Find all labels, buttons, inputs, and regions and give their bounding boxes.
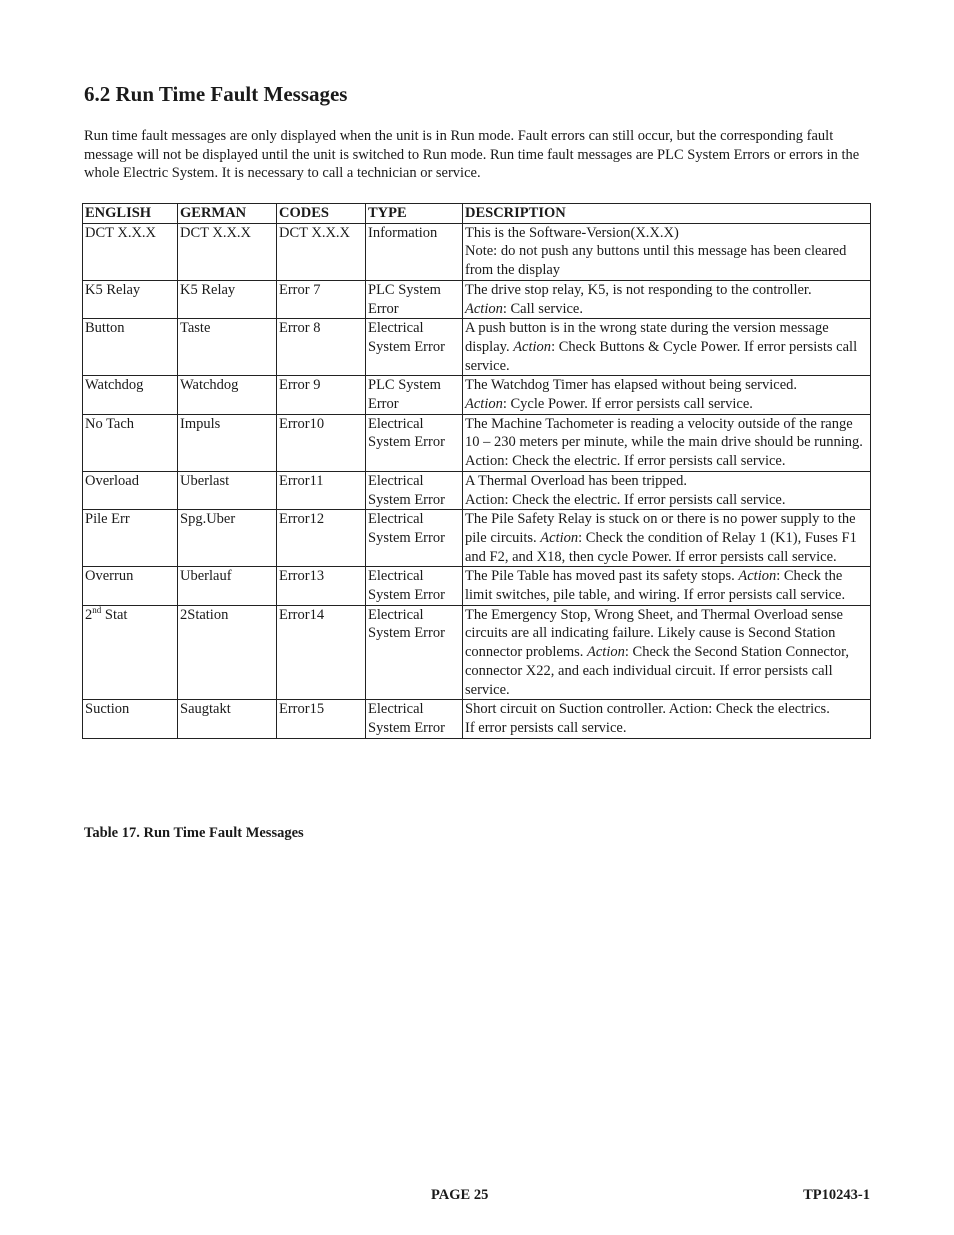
action-text: : Check the Second Station Connector, connector X22, and each individual circuit. If error persists call service.	[465, 644, 850, 698]
action-label: Action	[465, 300, 503, 317]
cell-german: Uberlauf	[178, 567, 277, 605]
cell-type: Electrical System Error	[366, 471, 463, 509]
cell-german: Impuls	[178, 414, 277, 471]
table-row	[83, 376, 871, 414]
cell-german: 2Station	[178, 605, 277, 700]
cell-type: PLC System Error	[366, 376, 463, 414]
english-rest: Stat	[101, 606, 128, 623]
cell-german: Spg.Uber	[178, 510, 277, 567]
description-action: Action: Check the electric. If error persists call service.	[465, 491, 786, 508]
table-row	[83, 700, 871, 738]
description-text: The Pile Table has moved past its safety stops.	[465, 568, 739, 585]
cell-description	[463, 280, 871, 318]
cell-german: Saugtakt	[178, 700, 277, 738]
table-caption: Table 17. Run Time Fault Messages	[84, 825, 304, 841]
description-line: This is the Software-Version(X.X.X)	[465, 224, 679, 241]
header-description: DESCRIPTION	[463, 204, 871, 224]
cell-english: Pile Err	[83, 510, 178, 567]
cell-english: Watchdog	[83, 376, 178, 414]
cell-code: Error 8	[277, 319, 366, 376]
cell-code: DCT X.X.X	[277, 223, 366, 280]
table-row	[83, 510, 871, 567]
cell-code: Error10	[277, 414, 366, 471]
cell-type: Electrical System Error	[366, 605, 463, 700]
table-row	[83, 414, 871, 471]
table-row	[83, 319, 871, 376]
action-text: : Call service.	[502, 300, 583, 317]
cell-code: Error 9	[277, 376, 366, 414]
cell-type: Information	[366, 223, 463, 280]
table-row	[83, 223, 871, 280]
description-text: The Pile Safety Relay is stuck on or there is no power supply to the pile circuits.	[465, 511, 856, 546]
intro-paragraph: Run time fault messages are only displayed when the unit is in Run mode. Fault errors can still occur, but the corresponding fault message will not be displayed until the unit is switched to Run mode. Run time fault messages are PLC System Errors or errors in the whole Electric System. It is necessary to call a technician or service.	[84, 128, 860, 181]
action-text: : Check the condition of Relay 1 (K1), Fuses F1 and F2, and X18, then cycle Power. If error persists call service.	[465, 529, 857, 565]
cell-code: Error 7	[277, 280, 366, 318]
description-text: The Watchdog Timer has elapsed without being serviced.	[465, 377, 797, 394]
fault-messages-table	[82, 203, 871, 739]
action-label: Action	[513, 338, 552, 355]
description-action: If error persists call service.	[465, 719, 627, 736]
page-number: PAGE 25	[431, 1187, 489, 1203]
cell-type: Electrical System Error	[366, 567, 463, 605]
action-label: Action	[465, 396, 503, 413]
cell-description	[463, 471, 871, 509]
cell-type: Electrical System Error	[366, 510, 463, 567]
table-row	[83, 280, 871, 318]
english-ordinal-suffix: nd	[92, 604, 102, 615]
cell-english: Overload	[83, 471, 178, 509]
cell-german: Uberlast	[178, 471, 277, 509]
cell-english: DCT X.X.X	[83, 223, 178, 280]
cell-description: The Machine Tachometer is reading a velocity outside of the range 10 – 230 meters per minute, while the main drive should be running. Action: Check the electric. If error persists call service.	[463, 414, 871, 471]
cell-code: Error13	[277, 567, 366, 605]
cell-code: Error14	[277, 605, 366, 700]
header-codes: CODES	[277, 204, 366, 224]
cell-type: Electrical System Error	[366, 414, 463, 471]
cell-description	[463, 376, 871, 414]
action-text: : Cycle Power. If error persists call service.	[502, 396, 753, 413]
cell-german: K5 Relay	[178, 280, 277, 318]
english-number: 2	[85, 606, 93, 623]
section-heading: 6.2 Run Time Fault Messages	[84, 82, 348, 106]
table-row	[83, 567, 871, 605]
header-german: GERMAN	[178, 204, 277, 224]
cell-english: Button	[83, 319, 178, 376]
action-text: : Check Buttons & Cycle Power. If error persists call service.	[465, 338, 858, 374]
action-label: Action	[738, 568, 777, 585]
action-text: : Check the limit switches, pile table, and wiring. If error persists call service.	[465, 568, 846, 604]
description-note: Note: do not push any buttons until this message has been cleared from the display	[465, 243, 847, 279]
cell-english: No Tach	[83, 414, 178, 471]
cell-description	[463, 700, 871, 738]
description-line: Short circuit on Suction controller. Action: Check the electrics.	[465, 701, 830, 718]
cell-description	[463, 319, 871, 376]
cell-type: PLC System Error	[366, 280, 463, 318]
description-text: The Emergency Stop, Wrong Sheet, and Thermal Overload sense circuits are all indicating failure. Likely cause is Second Station connector problems.	[465, 606, 843, 661]
description-text: A push button is in the wrong state during the version message display.	[465, 320, 829, 355]
cell-type: Electrical System Error	[366, 319, 463, 376]
table-row	[83, 471, 871, 509]
header-english: ENGLISH	[83, 204, 178, 224]
cell-description	[463, 567, 871, 605]
document-id: TP10243-1	[803, 1187, 870, 1203]
cell-english: Overrun	[83, 567, 178, 605]
cell-german: Watchdog	[178, 376, 277, 414]
cell-description	[463, 510, 871, 567]
action-label: Action	[587, 644, 625, 661]
cell-description	[463, 605, 871, 700]
cell-english: K5 Relay	[83, 280, 178, 318]
action-label: Action	[540, 529, 579, 546]
description-line: A Thermal Overload has been tripped.	[465, 472, 687, 489]
cell-code: Error11	[277, 471, 366, 509]
table-header-row	[83, 204, 871, 224]
cell-code: Error15	[277, 700, 366, 738]
cell-description	[463, 223, 871, 280]
table-row	[83, 605, 871, 700]
cell-german: Taste	[178, 319, 277, 376]
cell-code: Error12	[277, 510, 366, 567]
header-type: TYPE	[366, 204, 463, 224]
description-text: The drive stop relay, K5, is not responding to the controller.	[465, 281, 812, 298]
cell-english	[83, 605, 178, 700]
cell-english: Suction	[83, 700, 178, 738]
cell-german: DCT X.X.X	[178, 223, 277, 280]
cell-type: Electrical System Error	[366, 700, 463, 738]
